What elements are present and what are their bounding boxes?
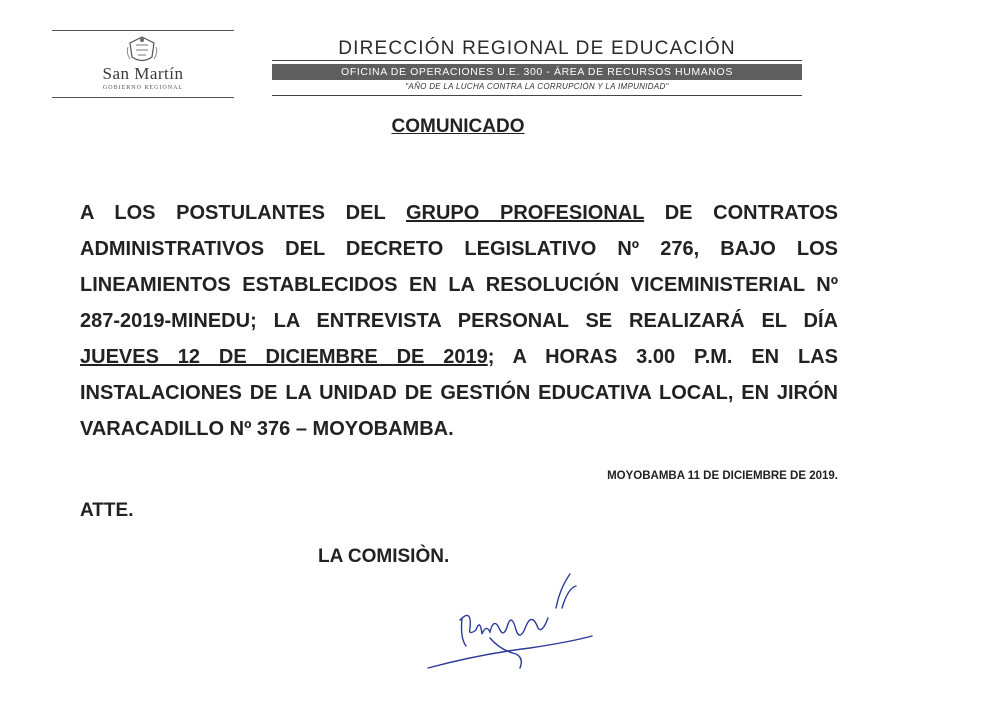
body-part-3: ; A HORAS 3.00 P.M. EN LAS INSTALACIONES DE LA UNIDAD DE GESTIÓN EDUCATIVA LOCAL, EN JIRÓN VARACADILLO Nº 376 – MOYOBAMBA. [80,346,838,440]
body-part-1: A LOS POSTULANTES DEL [80,202,406,224]
document-title: COMUNICADO [391,116,525,137]
interview-date: JUEVES 12 DE DICIEMBRE DE 2019 [80,346,488,368]
closing: ATTE. [80,500,134,521]
place-date: MOYOBAMBA 11 DE DICIEMBRE DE 2019. [607,470,838,482]
body-part-2: DE CONTRATOS ADMINISTRATIVOS DEL DECRETO LEGISLATIVO Nº 276, BAJO LOS LINEAMIENTOS ESTABLECIDOS EN LA RESOLUCIÓN VICEMINISTERIAL Nº 287-2019-MINEDU; LA ENTREVISTA PERSONAL SE REALIZARÁ EL DÍA [80,202,838,332]
logo-subtitle: GOBIERNO REGIONAL [102,85,184,91]
header-divider [272,60,802,61]
logo-name: San Martín [102,64,184,83]
regional-government-logo [52,30,234,98]
institution-title: DIRECCIÓN REGIONAL DE EDUCACIÓN [338,38,736,59]
year-slogan: "AÑO DE LA LUCHA CONTRA LA CORRUPCIÓN Y LA IMPUNIDAD" [405,82,669,91]
signature [420,568,610,678]
communique-body [80,195,838,447]
coat-of-arms-icon [124,35,160,65]
professional-group: GRUPO PROFESIONAL [405,202,645,224]
signer: LA COMISIÒN. [318,546,450,567]
header-bottom-divider [272,95,802,96]
office-bar: OFICINA DE OPERACIONES U.E. 300 - ÁREA DE RECURSOS HUMANOS [272,64,802,80]
